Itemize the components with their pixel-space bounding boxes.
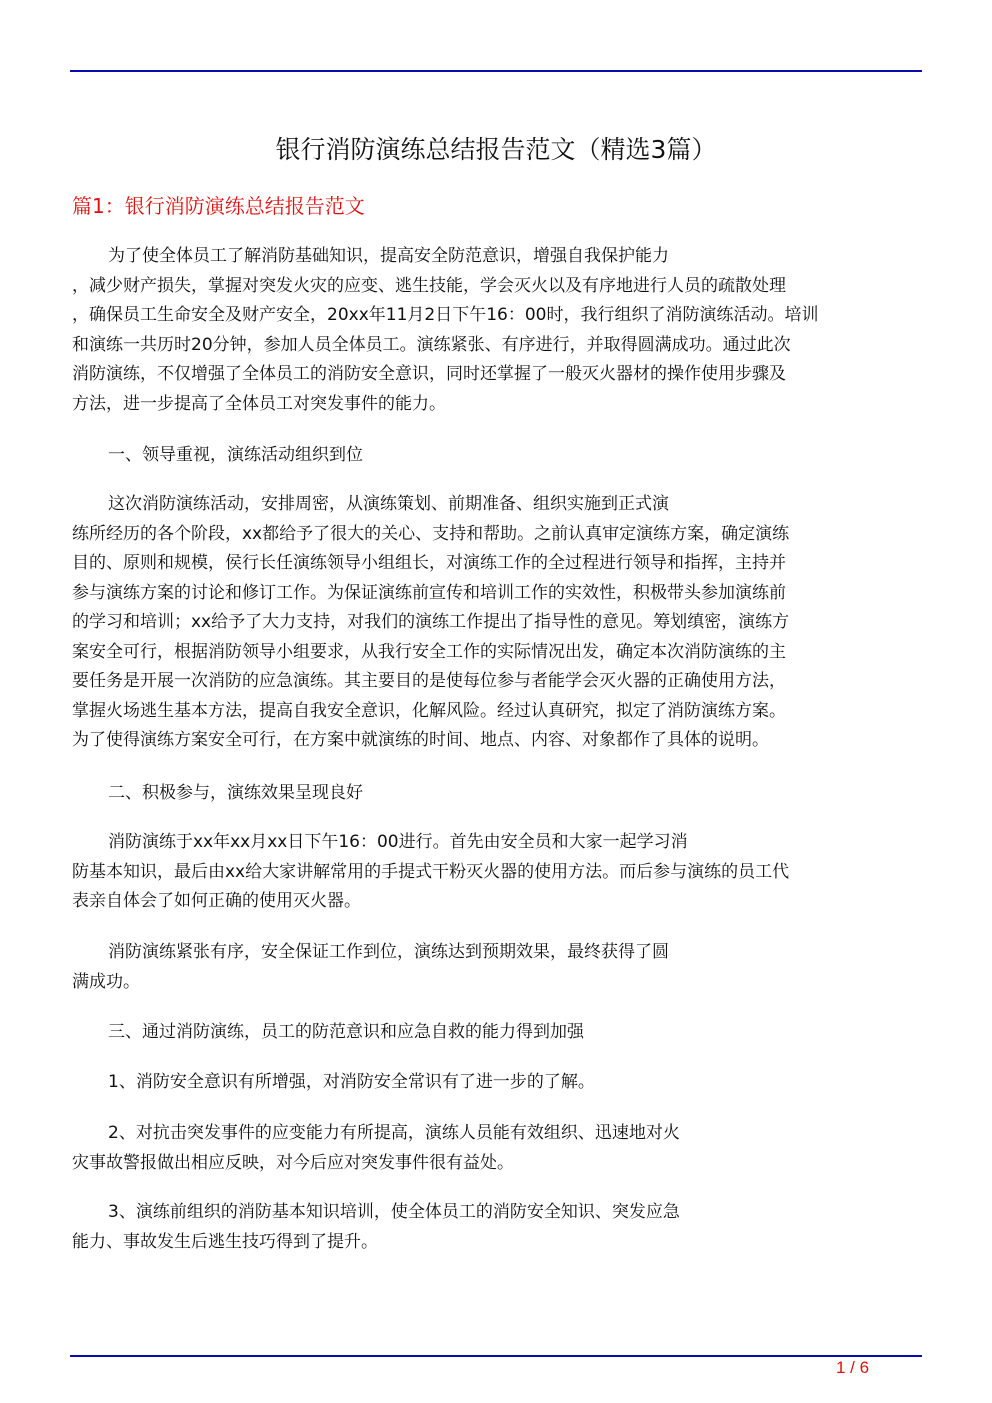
text-line: 的学习和培训；xx给予了大力支持，对我们的演练工作提出了指导性的意见。筹划缜密，演练方 bbox=[72, 612, 790, 632]
paragraph bbox=[72, 441, 922, 471]
text-line: 参与演练方案的讨论和修订工作。为保证演练前宣传和培训工作的实效性，积极带头参加演练前 bbox=[72, 582, 786, 603]
paragraph bbox=[72, 1018, 922, 1048]
page-number: 1 / 6 bbox=[836, 1358, 870, 1377]
footer-rule bbox=[70, 1355, 922, 1357]
paragraph bbox=[72, 490, 922, 756]
text-line: 三、通过消防演练，员工的防范意识和应急自救的能力得到加强 bbox=[108, 1022, 584, 1042]
header-rule bbox=[70, 70, 922, 72]
text-line: 方法，进一步提高了全体员工对突发事件的能力。 bbox=[72, 393, 446, 414]
text-line: 练所经历的各个阶段，xx都给予了很大的关心、支持和帮助。之前认真审定演练方案，确定演练 bbox=[72, 523, 790, 544]
text-line: 消防演练，不仅增强了全体员工的消防安全意识，同时还掌握了一般灭火器材的操作使用步骤及 bbox=[72, 364, 786, 384]
text-line: 一、领导重视，演练活动组织到位 bbox=[108, 445, 363, 465]
text-line: 3、演练前组织的消防基本知识培训，使全体员工的消防安全知识、突发应急 bbox=[108, 1202, 680, 1222]
page-title: 银行消防演练总结报告范文（精选3篇） bbox=[275, 135, 717, 164]
text-line: 灾事故警报做出相应反映，对今后应对突发事件很有益处。 bbox=[72, 1152, 514, 1173]
section-heading: 篇1：银行消防演练总结报告范文 bbox=[72, 194, 365, 218]
text-line: 二、积极参与，演练效果呈现良好 bbox=[108, 783, 363, 803]
text-line: 目的、原则和规模，侯行长任演练领导小组组长，对演练工作的全过程进行领导和指挥，主持并 bbox=[72, 553, 786, 573]
text-line: 1、消防安全意识有所增强，对消防安全常识有了进一步的了解。 bbox=[108, 1072, 595, 1092]
text-line: 消防演练紧张有序，安全保证工作到位，演练达到预期效果，最终获得了圆 bbox=[108, 942, 669, 962]
paragraph bbox=[72, 1119, 922, 1178]
text-line: ，减少财产损失，掌握对突发火灾的应变、逃生技能，学会灭火以及有序地进行人员的疏散处理 bbox=[72, 275, 786, 296]
paragraph bbox=[72, 1068, 922, 1098]
text-line: 掌握火场逃生基本方法，提高自我安全意识，化解风险。经过认真研究，拟定了消防演练方案。 bbox=[72, 700, 786, 721]
text-line: 为了使全体员工了解消防基础知识，提高安全防范意识，增强自我保护能力 bbox=[108, 246, 669, 266]
text-line: 满成功。 bbox=[72, 971, 140, 992]
paragraph bbox=[72, 938, 922, 997]
paragraph bbox=[72, 242, 922, 419]
text-line: 要任务是开展一次消防的应急演练。其主要目的是使每位参与者能学会灭火器的正确使用方法， bbox=[72, 671, 786, 691]
paragraph bbox=[72, 779, 922, 809]
text-line: 为了使得演练方案安全可行，在方案中就演练的时间、地点、内容、对象都作了具体的说明。 bbox=[72, 730, 769, 750]
text-line: 消防演练于xx年xx月xx日下午16：00进行。首先由安全员和大家一起学习消 bbox=[108, 832, 688, 852]
text-line: 2、对抗击突发事件的应变能力有所提高，演练人员能有效组织、迅速地对火 bbox=[108, 1123, 680, 1143]
text-line: 和演练一共历时20分钟，参加人员全体员工。演练紧张、有序进行，并取得圆满成功。通过此次 bbox=[72, 334, 791, 355]
text-line: ，确保员工生命安全及财产安全，20xx年11月2日下午16：00时，我行组织了消防演练活动。培训 bbox=[72, 305, 819, 325]
text-line: 表亲自体会了如何正确的使用灭火器。 bbox=[72, 891, 361, 911]
paragraph bbox=[72, 828, 922, 917]
paragraph bbox=[72, 1198, 922, 1257]
text-line: 这次消防演练活动，安排周密，从演练策划、前期准备、组织实施到正式演 bbox=[108, 494, 669, 514]
text-line: 防基本知识，最后由xx给大家讲解常用的手提式干粉灭火器的使用方法。而后参与演练的员工代 bbox=[72, 861, 790, 882]
text-line: 能力、事故发生后逃生技巧得到了提升。 bbox=[72, 1231, 378, 1252]
text-line: 案安全可行，根据消防领导小组要求，从我行安全工作的实际情况出发，确定本次消防演练的主 bbox=[72, 641, 786, 662]
